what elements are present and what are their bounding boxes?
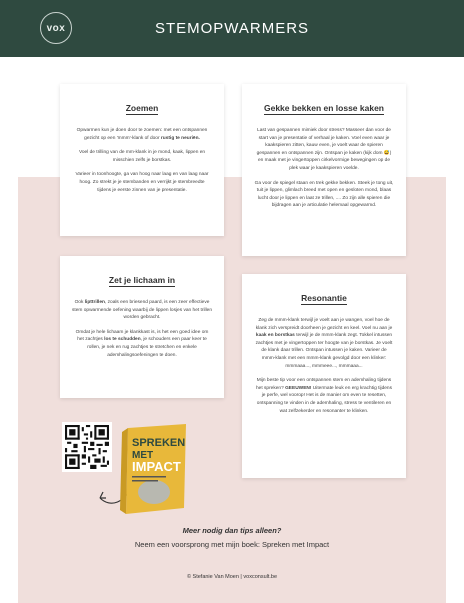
card-paragraph [254,180,394,210]
card-lichaam [60,256,224,398]
paragraph-text: Voel de trilling van de mm-klank in je mond, kaak, lippen en misschien zelfs je borstkas. [78,150,206,163]
cta-question: Meer nodig dan tips alleen? [182,526,282,535]
card-paragraph [72,171,212,194]
paragraph-bold-text: los te schudden [104,337,141,343]
card-title: Gekke bekken en losse kaken [263,103,385,113]
paragraph-text: Mijn beste tip voor een ontspannen stem en ademhaling tijdens het spreken? [256,378,392,391]
card-paragraph [254,377,394,415]
paragraph-text: Opwarmen kun je doen door te zoemen: met een ontspannen gezicht op een 'mmm'-klank of door [76,128,208,141]
book-title-2: MET [132,450,154,461]
card-body [254,127,394,210]
card-zoemen [60,84,224,236]
footer-copyright: © Stefanie Van Moen | voxconsult.be [186,574,278,580]
paragraph-text: terwijl je de mmm-klank zegt. Tokkel intussen zachtjes met je vingertoppen ter hoogte van je borstkas. Je voelt de klank daar trillen. Ontspan intussen je kaken. Varieer de mmm-klank met een mmm-klank gevolgd door een klinker: mmmaaa..., mmmeee..., mmmaaa... [255,333,393,369]
book-cover[interactable] [118,424,190,514]
paragraph-text: Varieer in toonhoogte, ga van hoog naar laag en van laag naar hoog. Zo strekt je je stembanden en verrijkt je stembreedte tijdens je eerste zinnen van je presentatie. [75,172,209,193]
card-paragraph [72,299,212,322]
card-body [254,317,394,415]
card-body [72,299,212,359]
paragraph-text: , zoals een briesend paard, is een zeer effectieve stem opwarmende oefening waarbij de lippen losjes van het trillen worden gebracht. [72,300,212,321]
cta-book-promo[interactable]: Neem een voorsprong met mijn boek: Spreken met Impact [134,540,330,549]
card-title: Resonantie [301,293,347,303]
book-subtitle-line [132,480,158,482]
qr-code-image [65,425,109,469]
card-body [72,127,212,194]
paragraph-text: , je schouders een paar keer te rollen, je nek en rug zachtjes te stretchen en enkele ademhalingsoefeningen te doen. [87,337,207,358]
vox-logo: vox [40,12,72,44]
header-bar [0,0,464,57]
card-paragraph [254,317,394,370]
paragraph-text: Uitermate leuk en erg krachtig tijdens je perfe, wel voorop! Het is de manier om even te resetten, ontspanning te vinden in de ademhaling, stress te ventileren en wat zelfzekerder en resonanter te klinken. [256,385,392,414]
card-paragraph [72,149,212,164]
paragraph-bold-text: kaak en borstkas [255,333,295,339]
card-title: Zet je lichaam in [108,275,176,285]
card-resonantie [242,274,406,478]
book-globe-image [138,480,170,504]
card-paragraph [72,127,212,142]
card-paragraph [254,127,394,173]
paragraph-text: Ook [74,300,85,305]
paragraph-bold-text: GEEUWEN! [285,385,312,391]
book-title-1: SPREKEN [132,437,186,449]
card-title: Zoemen [125,103,159,113]
book-title-3: IMPACT [132,459,181,474]
paragraph-bold-text: lipttrillen [84,300,105,305]
page-title: STEMOPWARMERS [154,20,310,37]
paragraph-text: Last van gespannen mimiek door stress? Masseer dan voor de start van je presentatie of verhaal je kaken. Voel even waar je kaakspieren zitten, kauw even, je voelt waar de spieren gespannen en ontspannen zijn. Ontspan je kaken (kijk dom 😅) en maak met je vingertoppen cirkelvormige bewegingen op de plek waar je kaakspieren voelde. [256,128,392,171]
book-subtitle-line [132,476,166,478]
paragraph-text: Omdat je hele lichaam je klankkast is, is het een goed idee om het zachtjes [75,329,209,343]
card-paragraph [72,329,212,359]
qr-code[interactable] [62,422,112,472]
paragraph-text: Ga voor de spiegel staan en trek gekke bekken. Steek je tong uit, tuit je lippen, glimlach breed met open en gesloten mond, blaas lucht door je lippen en laat ze trillen, .... Zo zijn alle spieren die bijdragen aan je articulatie helemaal opgewarmd. [254,180,394,209]
paragraph-bold-text: rustig te neuriën. [160,135,200,141]
paragraph-text: Zeg de mmm-klank terwijl je voelt aan je wangen, voel hoe de klank zich verspreidt doorheen je gezicht en keel. Voel nu aan je [255,318,393,331]
card-gekke-bekken [242,84,406,256]
